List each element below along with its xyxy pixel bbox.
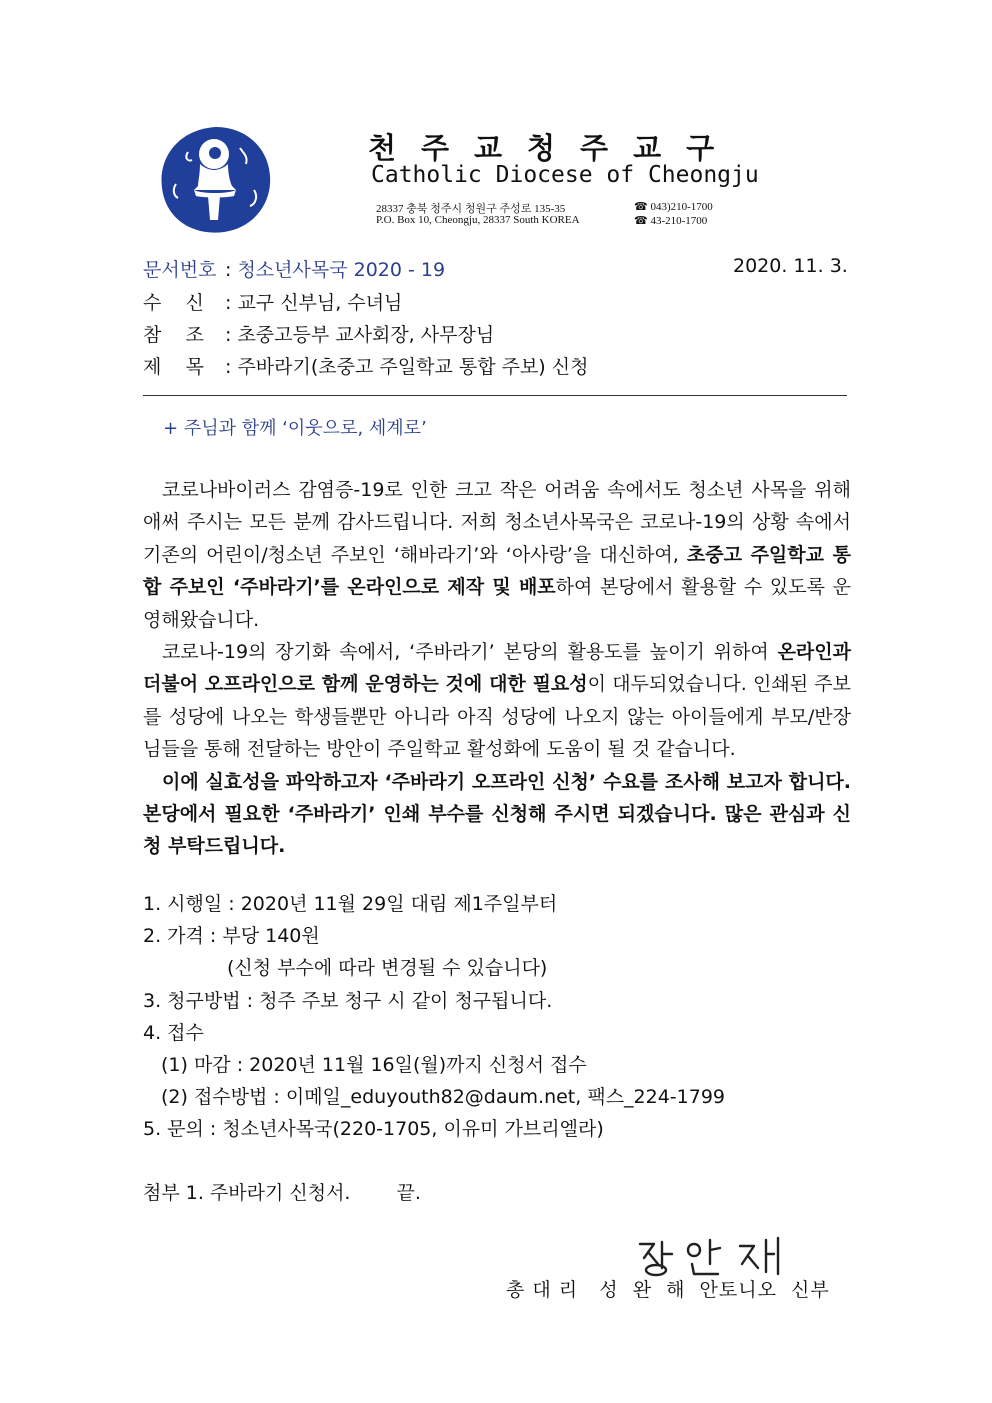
item-application-method: (2) 접수방법 : 이메일_eduyouth82@daum.net, 팩스_224-1799 — [161, 1086, 726, 1109]
header-divider — [143, 395, 847, 396]
paragraph-2-text: 코로나-19의 장기화 속에서, ‘주바라기’ 본당의 활용도를 높이기 위하여 — [162, 641, 778, 664]
paragraph-2-emphasis: 온라인과 더불어 오프라인으로 함께 운영하는 것에 대한 필요성 — [143, 641, 851, 696]
recipient: 교구 신부님, 수녀님 — [237, 292, 403, 314]
paragraph-1-tail: 하여 본당에서 활용할 수 있도록 운영해왔습니다. — [143, 576, 852, 631]
recipient-label: 수 신 — [143, 292, 204, 314]
handwritten-signature — [632, 1234, 792, 1278]
item-application: 4. 접수 — [143, 1021, 204, 1044]
phone-english: ☎ 43-210-1700 — [634, 215, 708, 227]
item-start-date: 1. 시행일 : 2020년 11월 29일 대림 제1주일부터 — [143, 893, 558, 915]
phone-korean: ☎ 043)210-1700 — [634, 201, 713, 213]
paragraph-3-emphasis: 이에 실효성을 파악하고자 ‘주바라기 오프라인 신청’ 수요를 조사해 보고자 합니다. 본당에서 필요한 ‘주바라기’ 인쇄 부수를 신청해 주시면 되겠습니다. 많은 관심과 신청 부탁드립니다. — [143, 770, 851, 858]
document-date: 2020. 11. 3. — [733, 255, 848, 277]
reference: 초중고등부 교사회장, 사무장님 — [237, 324, 495, 346]
letter-body — [143, 474, 851, 863]
paragraph-1-text: 코로나바이러스 감염증-19로 인한 크고 작은 어려움 속에서도 청소년 사목을 위해 애써 주시는 모든 분께 감사드립니다. 저희 청소년사목국은 코로나-19의 상황 속에서 기존의 어린이/청소년 주보인 ‘해바라기’와 ‘아사랑’을 대신하여, — [143, 479, 851, 566]
separator: : — [225, 356, 238, 378]
attachment-line — [143, 1178, 421, 1205]
address-english-text: P.O. Box 10, Cheongju, 28337 South KOREA — [376, 214, 580, 226]
reference-row — [143, 320, 494, 347]
subject: 주바라기(초중고 주일학교 통합 주보) 신청 — [237, 356, 589, 378]
organization-name-english: Catholic Diocese of Cheongju — [371, 162, 759, 188]
organization-name-korean: 천주교청주교구 — [368, 131, 740, 165]
separator: : — [225, 292, 238, 314]
blessing-line: + 주님과 함께 ‘이웃으로, 세계로’ — [163, 418, 427, 439]
document-number: 청소년사목국 2020 - 19 — [237, 259, 446, 281]
recipient-row — [143, 288, 402, 315]
address-korean-text: 28337 충북 청주시 청원구 주성로 135-35 — [376, 203, 566, 215]
diocese-logo — [158, 124, 274, 236]
paragraph-1-emphasis: 초중고 주일학교 통합 주보인 ‘주바라기’를 온라인으로 제작 및 배포 — [143, 543, 851, 599]
item-price-note: (신청 부수에 따라 변경될 수 있습니다) — [227, 957, 548, 980]
item-deadline: (1) 마감 : 2020년 11월 16일(월)까지 신청서 접수 — [161, 1053, 587, 1076]
paragraph-3 — [143, 766, 851, 863]
reference-label: 참 조 — [143, 324, 204, 346]
separator: : — [225, 259, 238, 281]
item-inquiry: 5. 문의 : 청소년사목국(220-1705, 이유미 가브리엘라) — [143, 1118, 604, 1141]
address-english — [376, 214, 708, 227]
attachment-text: 첨부 1. 주바라기 신청서. — [143, 1182, 351, 1204]
subject-row — [143, 352, 588, 379]
paragraph-2 — [143, 636, 851, 766]
paragraph-2-tail: 이 대두되었습니다. 인쇄된 주보를 성당에 나오는 학생들뿐만 아니라 아직 성당에 나오지 않는 아이들에게 부모/반장님들을 통해 전달하는 방안이 주일학교 활성화에 도움이 될 것 같습니다. — [143, 673, 852, 761]
item-price: 2. 가격 : 부당 140원 — [143, 925, 320, 948]
end-mark: 끝. — [396, 1182, 421, 1204]
item-billing: 3. 청구방법 : 청주 주보 청구 시 같이 청구됩니다. — [143, 989, 553, 1012]
paragraph-1 — [143, 474, 851, 636]
separator: : — [225, 324, 238, 346]
item-list — [143, 888, 725, 1146]
document-number-row — [143, 255, 445, 282]
subject-label: 제 목 — [143, 356, 204, 378]
signer-name: 총 대 리 성 완 해 안토니오 신부 — [506, 1279, 830, 1301]
document-number-label: 문서번호 — [143, 259, 217, 281]
